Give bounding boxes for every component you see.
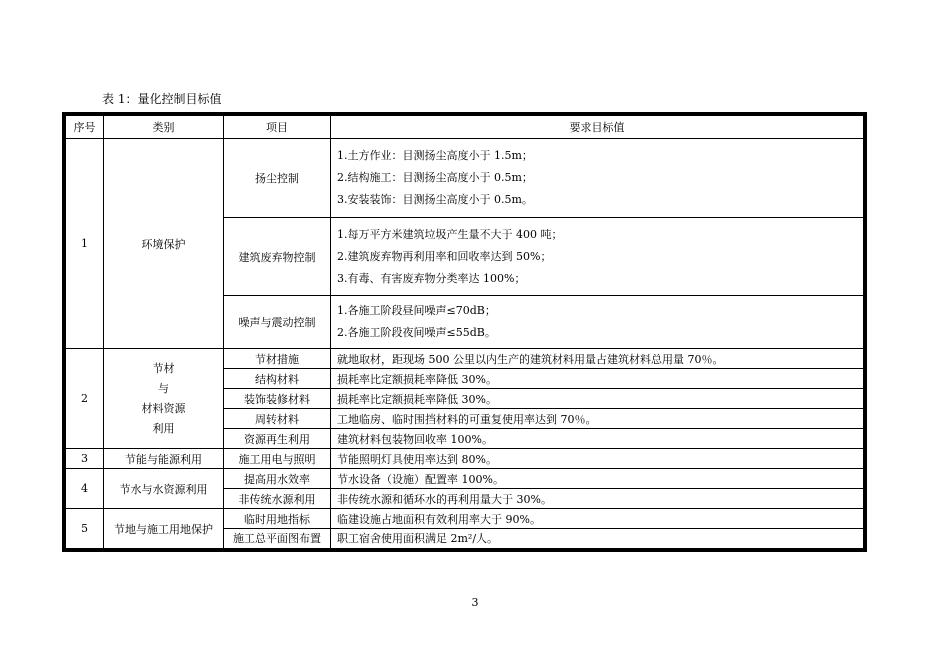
item-targets [331,296,864,349]
table-row [66,469,864,489]
item-target: 非传统水源和循环水的再利用量大于 30%。 [331,489,864,509]
target-line: 3.安装装饰：目测扬尘高度小于 0.5m。 [337,192,533,206]
item-name: 提高用水效率 [224,469,331,489]
category-line: 节材 [152,361,175,375]
table-row [66,509,864,529]
page-number: 3 [471,596,479,609]
category-line: 材料资源 [141,401,186,415]
target-line: 3.有毒、有害废弃物分类率达 100%； [337,271,526,285]
item-targets [331,139,864,218]
item-target: 就地取材，距现场 500 公里以内生产的建筑材料用量占建筑材料总用量 70％。 [331,349,864,369]
table-header-row [66,116,864,139]
target-line: 1.每万平方米建筑垃圾产生量不大于 400 吨； [337,227,563,241]
table-row [66,349,864,369]
table-caption: 表 1：量化控制目标值 [102,92,222,106]
item-name: 噪声与震动控制 [224,296,331,349]
header-category: 类别 [104,116,224,139]
group-no: 4 [66,469,104,509]
item-name: 扬尘控制 [224,139,331,218]
item-name: 临时用地指标 [224,509,331,529]
item-name: 结构材料 [224,369,331,389]
group-no: 1 [66,139,104,349]
group-category: 节地与施工用地保护 [104,509,224,549]
item-name: 非传统水源利用 [224,489,331,509]
header-target: 要求目标值 [331,116,864,139]
group-category: 节水与水资源利用 [104,469,224,509]
category-line: 与 [158,381,169,395]
header-no: 序号 [66,116,104,139]
target-line: 2.建筑废弃物再利用率和回收率达到 50%； [337,249,552,263]
item-targets [331,217,864,296]
item-target: 节能照明灯具使用率达到 80%。 [331,449,864,469]
group-category: 环境保护 [104,139,224,349]
item-name: 节材措施 [224,349,331,369]
group-category [104,349,224,449]
item-name: 资源再生利用 [224,429,331,449]
item-target: 建筑材料包装物回收率 100%。 [331,429,864,449]
item-name: 施工总平面图布置 [224,528,331,548]
item-name: 建筑废弃物控制 [224,217,331,296]
item-target: 损耗率比定额损耗率降低 30%。 [331,389,864,409]
target-line: 2.结构施工：目测扬尘高度小于 0.5m； [337,170,533,184]
target-line: 1.土方作业：目测扬尘高度小于 1.5m； [337,148,533,162]
item-target: 损耗率比定额损耗率降低 30%。 [331,369,864,389]
header-item: 项目 [224,116,331,139]
item-name: 周转材料 [224,409,331,429]
item-target: 工地临房、临时围挡材料的可重复使用率达到 70％。 [331,409,864,429]
group-category: 节能与能源利用 [104,449,224,469]
group-no: 2 [66,349,104,449]
group-no: 3 [66,449,104,469]
table-row [66,449,864,469]
target-line: 1.各施工阶段昼间噪声≤70dB； [337,304,496,318]
item-target: 节水设备（设施）配置率 100%。 [331,469,864,489]
group-no: 5 [66,509,104,549]
item-name: 施工用电与照明 [224,449,331,469]
item-target: 职工宿舍使用面积满足 2m²/人。 [331,528,864,548]
quantified-targets-table [62,112,867,552]
item-name: 装饰装修材料 [224,389,331,409]
item-target: 临建设施占地面积有效利用率大于 90%。 [331,509,864,529]
target-line: 2.各施工阶段夜间噪声≤55dB。 [337,326,496,340]
table-row [66,139,864,218]
category-line: 利用 [152,421,175,435]
